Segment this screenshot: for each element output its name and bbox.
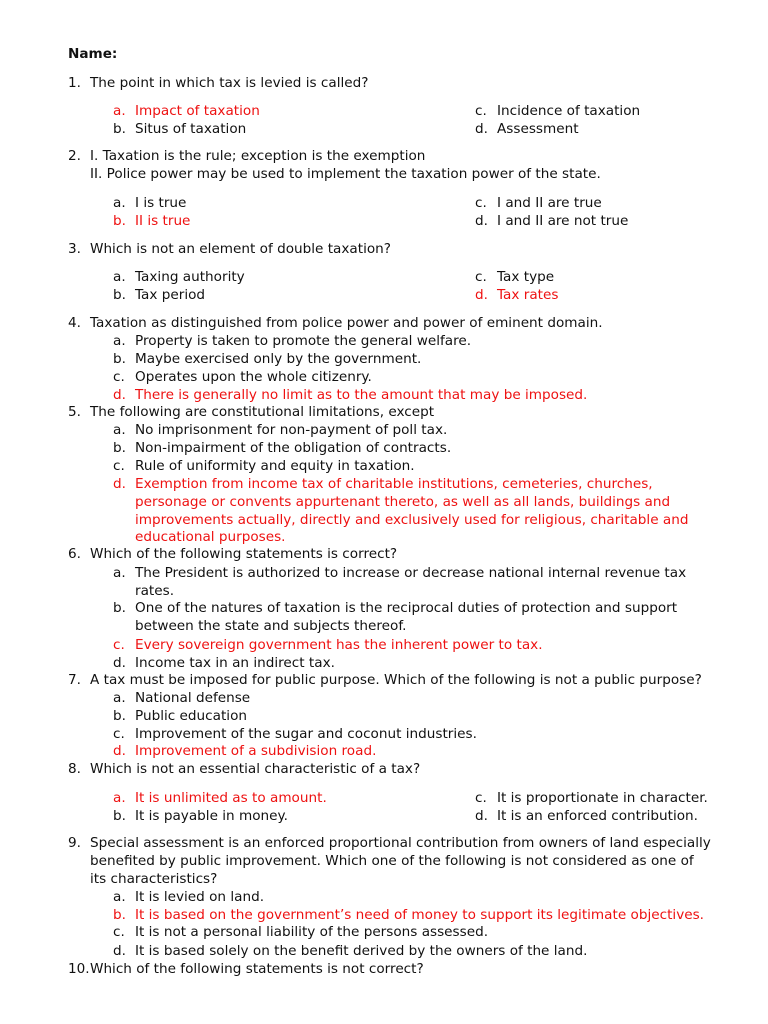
question-9-option-letter: c. [113,924,125,940]
question-5-option-letter: b. [113,440,126,456]
question-3-option-text: Tax type [497,269,555,285]
name-label: Name: [68,46,118,62]
question-2-stem: II. Police power may be used to implement the taxation power of the state. [90,165,601,182]
question-5-option-text: improvements actually, directly and exclusively used for religious, charitable and [135,511,689,528]
question-2-option-text: I is true [135,195,187,211]
question-9-option-letter: b. [113,907,126,923]
question-6-number: 6. [68,546,81,562]
question-5-option-letter: d. [113,476,126,492]
question-8-option-text: It is unlimited as to amount. [135,790,327,806]
question-3-stem: Which is not an element of double taxation? [90,241,392,257]
question-1-option-letter: a. [113,103,126,119]
question-6-option-text: One of the natures of taxation is the reciprocal duties of protection and support [135,600,678,616]
question-2-option-letter: c. [475,195,487,211]
question-1-option-text: Situs of taxation [135,121,247,137]
question-2-option-letter: a. [113,195,126,211]
question-3-option-text: Tax period [135,287,206,303]
question-2-option-text: I and II are true [497,195,602,211]
question-1-option-letter: c. [475,103,487,119]
question-4-option-text: Maybe exercised only by the government. [135,351,422,367]
question-9-number: 9. [68,835,81,851]
question-6-option-text: between the state and subjects thereof. [135,617,407,634]
question-2-option-text: II is true [135,213,191,229]
question-4-option-text: Property is taken to promote the general welfare. [135,333,472,349]
question-7-option-letter: b. [113,708,126,724]
question-6-option-text: Income tax in an indirect tax. [135,655,335,671]
question-1-option-text: Incidence of taxation [497,103,641,119]
question-7-option-text: Improvement of a subdivision road. [135,743,377,759]
question-6-option-letter: b. [113,600,126,616]
question-5-option-letter: a. [113,422,126,438]
question-1-option-text: Assessment [497,121,579,137]
question-10-stem: Which of the following statements is not correct? [90,961,424,977]
question-7-stem: A tax must be imposed for public purpose. Which of the following is not a public purpose? [90,672,702,688]
question-3-option-letter: c. [475,269,487,285]
question-3-option-letter: d. [475,287,488,303]
question-2-option-text: I and II are not true [497,213,629,229]
question-7-option-letter: a. [113,690,126,706]
question-4-option-letter: c. [113,369,125,385]
question-2-stem: I. Taxation is the rule; exception is the exemption [90,148,426,164]
question-7-option-letter: d. [113,743,126,759]
question-2-number: 2. [68,148,81,164]
question-7-option-letter: c. [113,726,125,742]
question-3-option-letter: b. [113,287,126,303]
question-1-option-text: Impact of taxation [135,103,260,119]
question-5-option-text: Exemption from income tax of charitable institutions, cemeteries, churches, [135,476,653,492]
question-2-option-letter: d. [475,213,488,229]
question-1-option-letter: b. [113,121,126,137]
question-3-option-text: Tax rates [497,287,559,303]
question-4-option-letter: a. [113,333,126,349]
question-6-option-letter: a. [113,565,126,581]
question-6-option-text: rates. [135,582,175,599]
question-7-option-text: Improvement of the sugar and coconut industries. [135,726,477,742]
question-8-stem: Which is not an essential characteristic of a tax? [90,761,421,777]
question-8-option-letter: a. [113,790,126,806]
question-5-option-text: Rule of uniformity and equity in taxation. [135,458,415,474]
question-8-number: 8. [68,761,81,777]
question-6-option-letter: d. [113,655,126,671]
question-7-option-text: National defense [135,690,251,706]
question-8-option-letter: c. [475,790,487,806]
question-8-option-text: It is proportionate in character. [497,790,708,806]
question-5-stem: The following are constitutional limitations, except [90,404,435,420]
question-9-option-text: It is based solely on the benefit derived by the owners of the land. [135,943,588,959]
question-3-option-text: Taxing authority [135,269,245,285]
question-6-option-letter: c. [113,637,125,653]
question-4-option-text: There is generally no limit as to the amount that may be imposed. [135,387,588,403]
question-9-option-letter: d. [113,943,126,959]
question-9-stem: benefited by public improvement. Which one of the following is not considered as one of [90,852,694,869]
question-5-option-text: educational purposes. [135,529,286,546]
question-8-option-text: It is an enforced contribution. [497,808,698,824]
question-9-stem: its characteristics? [90,870,218,887]
question-2-option-letter: b. [113,213,126,229]
question-3-option-letter: a. [113,269,126,285]
question-10-number: 10. [68,961,90,977]
question-5-option-text: Non-impairment of the obligation of contracts. [135,440,452,456]
question-3-number: 3. [68,241,81,257]
question-5-option-text: personage or convents appurtenant thereto, as well as all lands, buildings and [135,493,671,510]
question-8-option-text: It is payable in money. [135,808,288,824]
question-4-option-letter: b. [113,351,126,367]
question-9-option-text: It is levied on land. [135,889,265,905]
question-4-number: 4. [68,315,81,331]
question-5-option-letter: c. [113,458,125,474]
question-4-option-letter: d. [113,387,126,403]
question-5-option-text: No imprisonment for non-payment of poll tax. [135,422,448,438]
question-9-option-text: It is based on the government’s need of money to support its legitimate objectives. [135,907,704,923]
question-1-number: 1. [68,75,81,91]
question-9-stem: Special assessment is an enforced proportional contribution from owners of land especially [90,835,711,851]
question-8-option-letter: d. [475,808,488,824]
question-4-option-text: Operates upon the whole citizenry. [135,369,372,385]
question-1-stem: The point in which tax is levied is called? [90,75,369,91]
question-8-option-letter: b. [113,808,126,824]
question-1-option-letter: d. [475,121,488,137]
question-7-option-text: Public education [135,708,248,724]
question-4-stem: Taxation as distinguished from police power and power of eminent domain. [90,315,603,331]
question-6-option-text: The President is authorized to increase or decrease national internal revenue tax [135,565,687,581]
question-7-number: 7. [68,672,81,688]
question-9-option-text: It is not a personal liability of the persons assessed. [135,924,489,940]
question-6-option-text: Every sovereign government has the inherent power to tax. [135,637,543,653]
question-6-stem: Which of the following statements is correct? [90,546,398,562]
question-5-number: 5. [68,404,81,420]
question-9-option-letter: a. [113,889,126,905]
